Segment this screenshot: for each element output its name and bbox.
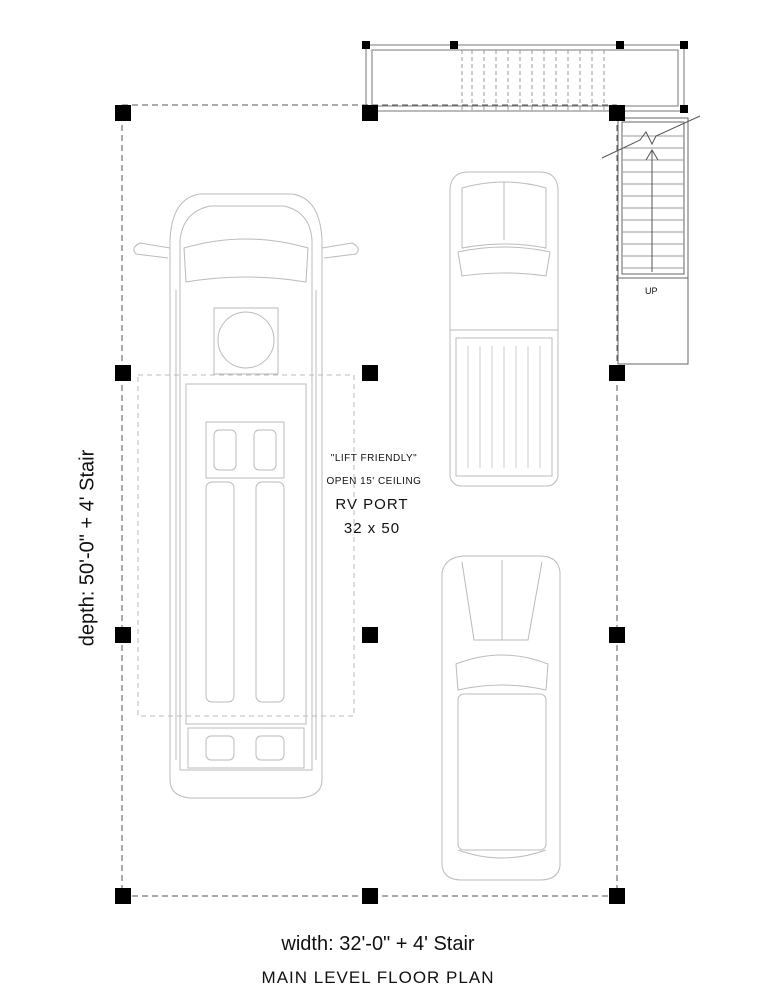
room-size: 32 x 50 (343, 520, 401, 537)
room-name: RV PORT (335, 496, 409, 513)
upper-deck-railing (366, 45, 684, 112)
width-dimension: width: 32'-0" + 4' Stair (281, 933, 475, 955)
ceiling-height-note: OPEN 15' CEILING (326, 476, 422, 487)
stair-up-label: UP (645, 286, 658, 296)
plan-title: MAIN LEVEL FLOOR PLAN (261, 968, 495, 987)
suv (442, 556, 560, 880)
pickup-truck (450, 172, 558, 486)
depth-dimension: depth: 50'-0" + 4' Stair (76, 449, 99, 647)
structural-columns (115, 41, 688, 904)
lift-friendly-note: "LIFT FRIENDLY" (330, 453, 418, 464)
rv-vehicle (134, 194, 359, 798)
